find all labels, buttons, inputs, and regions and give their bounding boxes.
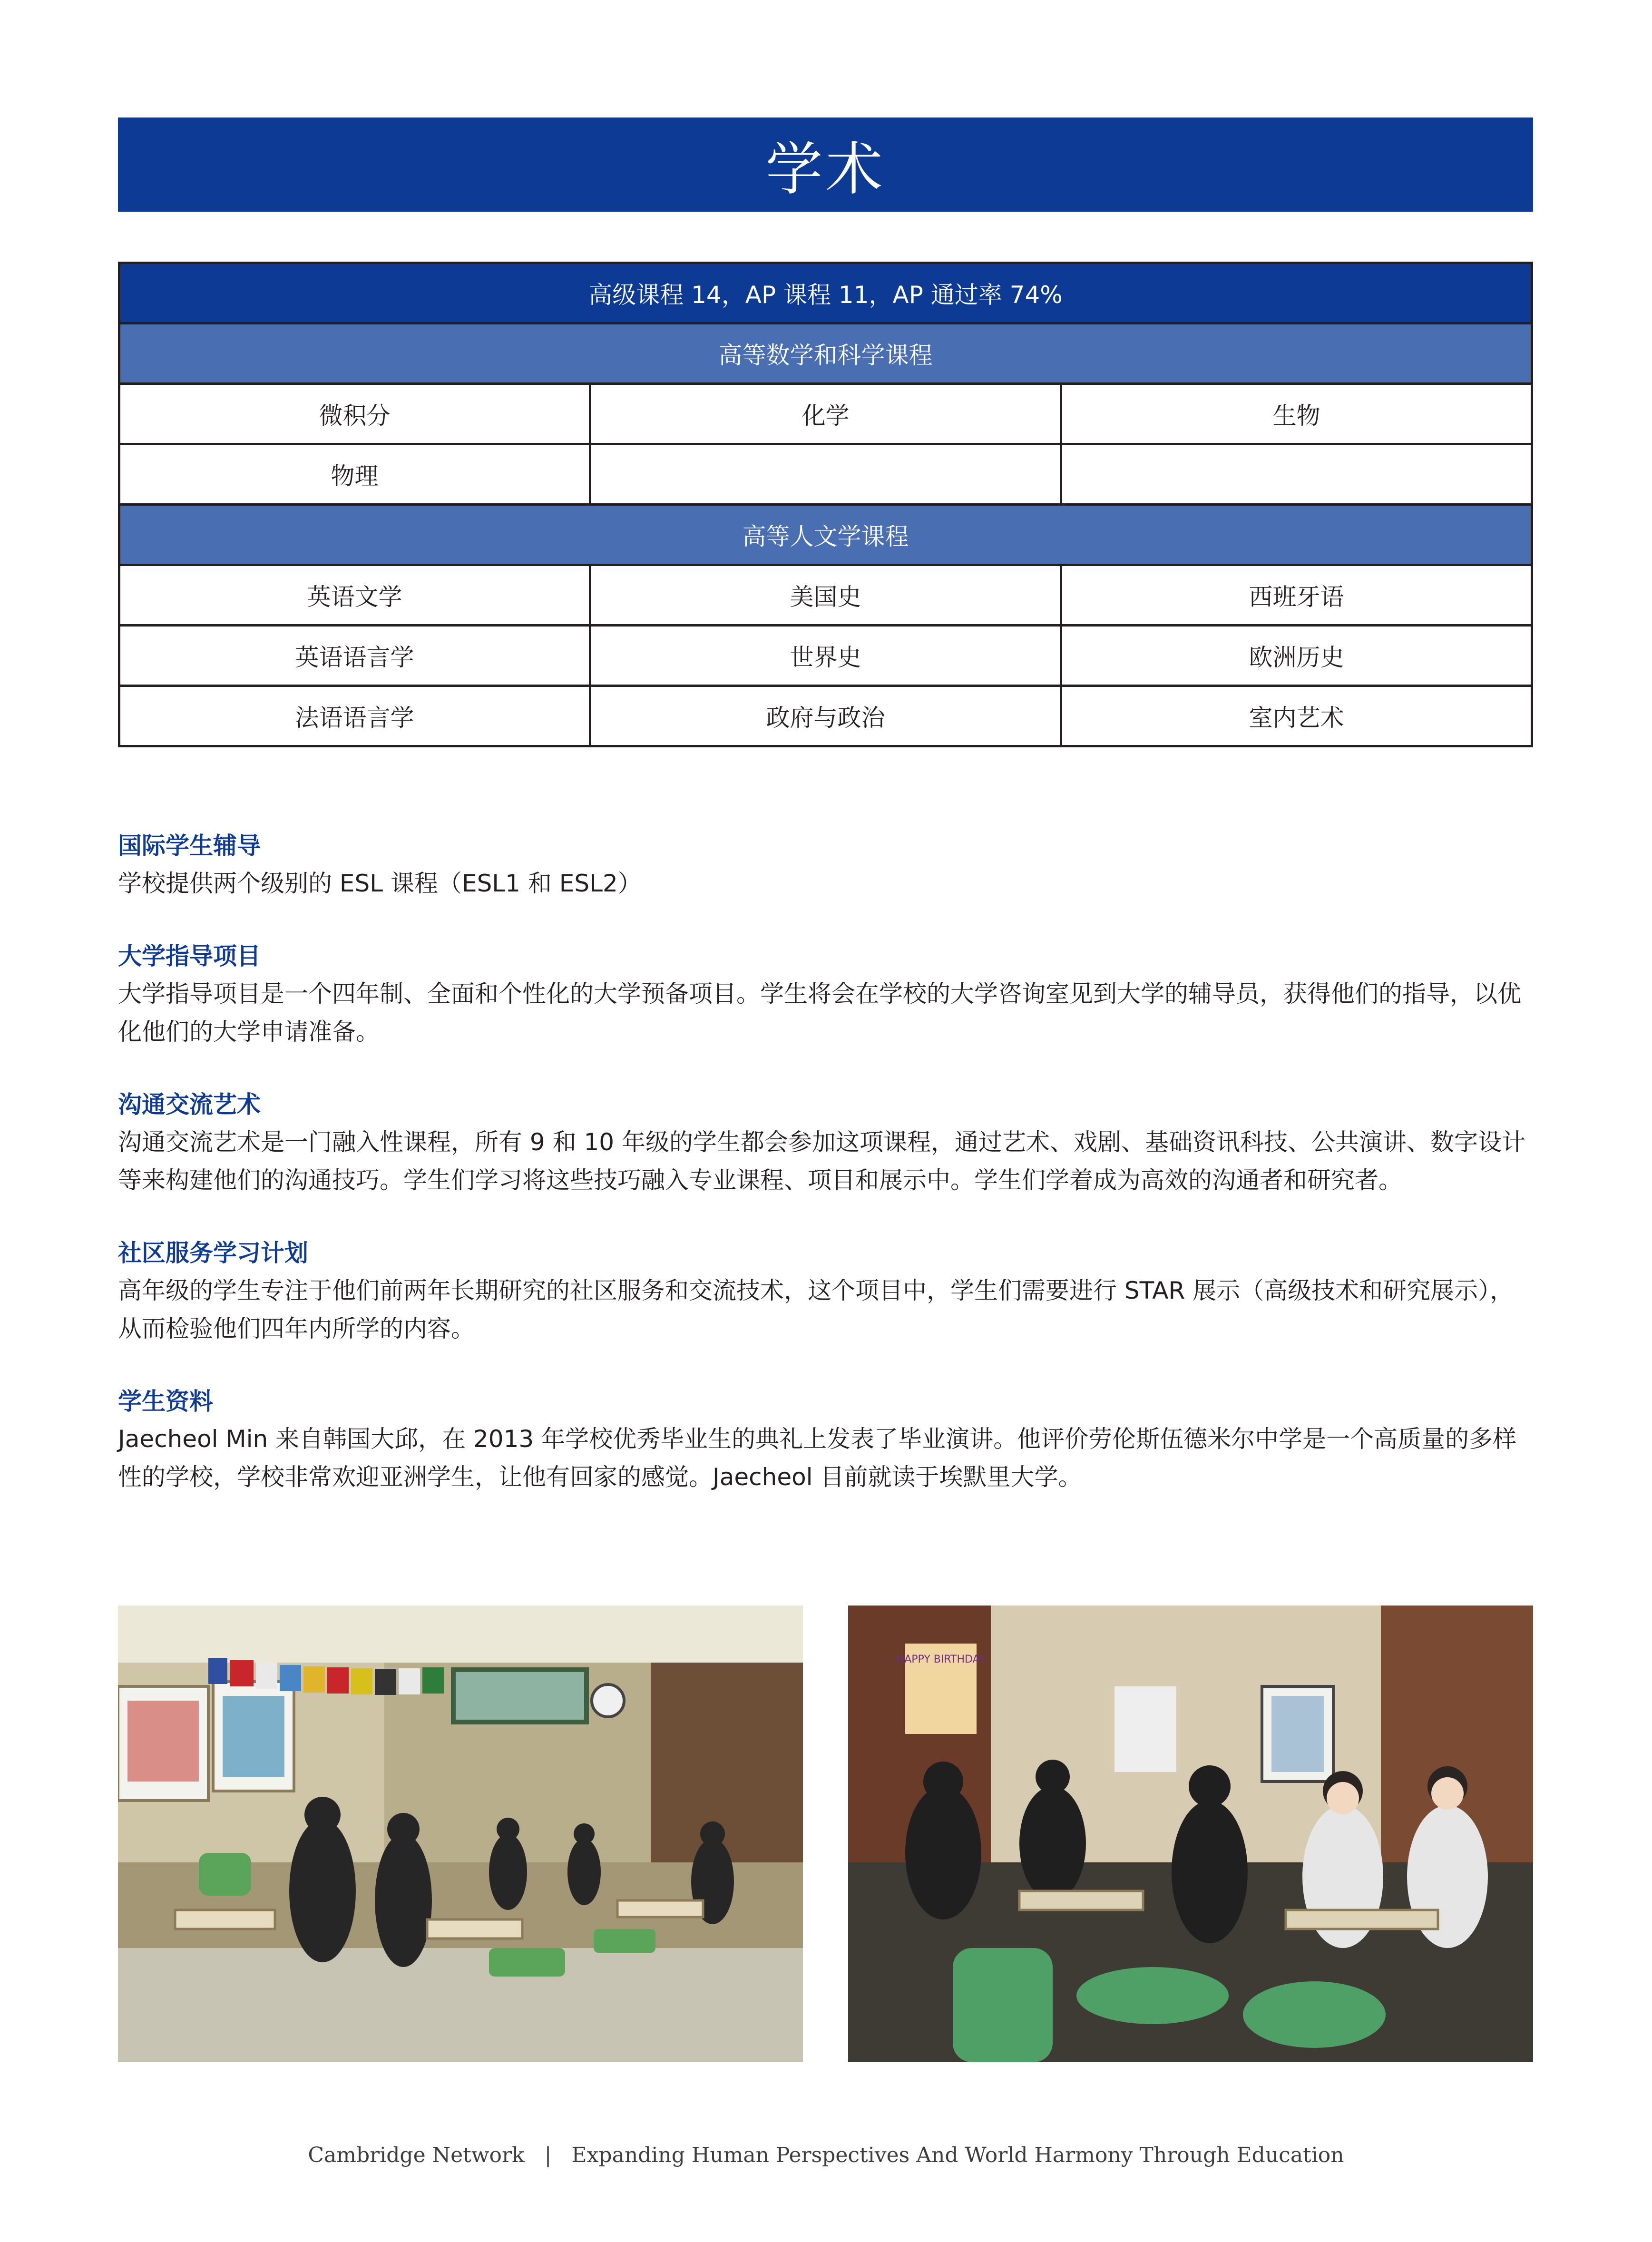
table-cell: 美国史: [590, 565, 1061, 626]
section-esl: [118, 830, 1533, 902]
table-cell: [590, 444, 1061, 505]
poster-text: HAPPY BIRTHDAY: [896, 1654, 986, 1665]
section-heading: 沟通交流艺术: [118, 1091, 261, 1118]
section-student-profile: [118, 1386, 1533, 1496]
info-sections: [118, 830, 1533, 1534]
table-cell: 英语语言学: [119, 626, 590, 686]
classroom-illustration-right: [848, 1606, 1533, 2062]
table-cell: 生物: [1061, 384, 1532, 444]
table-cell: 世界史: [590, 626, 1061, 686]
section-body: 沟通交流艺术是一门融入性课程，所有 9 和 10 年级的学生都会参加这项课程，通过艺术、戏剧、基础资讯科技、公共演讲、数字设计等来构建他们的沟通技巧。学生们学习将这些技巧融入专业课程、项目和展示中。学生们学着成为高效的沟通者和研究者。: [118, 1128, 1526, 1194]
page-title: 学术: [765, 137, 886, 203]
section-heading: 社区服务学习计划: [118, 1239, 308, 1267]
math-science-heading: 高等数学和科学课程: [119, 323, 1532, 384]
table-row: [119, 686, 1532, 746]
section-heading: 国际学生辅导: [118, 832, 261, 860]
section-body: 大学指导项目是一个四年制、全面和个性化的大学预备项目。学生将会在学校的大学咨询室见到大学的辅导员，获得他们的指导，以优化他们的大学申请准备。: [118, 980, 1521, 1046]
table-summary: 高级课程 14，AP 课程 11，AP 通过率 74%: [119, 263, 1532, 323]
footer-tagline: Expanding Human Perspectives And World Harmony Through Education: [571, 2143, 1344, 2167]
section-heading: 大学指导项目: [118, 942, 261, 970]
table-cell: 法语语言学: [119, 686, 590, 746]
section-college-guidance: [118, 940, 1533, 1051]
classroom-photo-left: [118, 1606, 803, 2062]
table-cell: 欧洲历史: [1061, 626, 1532, 686]
section-body: Jaecheol Min 来自韩国大邱，在 2013 年学校优秀毕业生的典礼上发表了毕业演讲。他评价劳伦斯伍德米尔中学是一个高质量的多样性的学校，学校非常欢迎亚洲学生，让他有回家的感觉。Jaecheol 目前就读于埃默里大学。: [118, 1425, 1517, 1491]
table-row: [119, 565, 1532, 626]
page-footer: [0, 2143, 1652, 2167]
table-cell: 政府与政治: [590, 686, 1061, 746]
section-body: 学校提供两个级别的 ESL 课程（ESL1 和 ESL2）: [118, 870, 642, 897]
table-cell: 英语文学: [119, 565, 590, 626]
section-body: 高年级的学生专注于他们前两年长期研究的社区服务和交流技术，这个项目中，学生们需要进行 STAR 展示（高级技术和研究展示），从而检验他们四年内所学的内容。: [118, 1277, 1514, 1342]
math-science-header-row: [119, 323, 1532, 384]
table-summary-row: [119, 263, 1532, 323]
table-cell: 化学: [590, 384, 1061, 444]
section-heading: 学生资料: [118, 1388, 213, 1415]
table-row: [119, 626, 1532, 686]
table-cell: 微积分: [119, 384, 590, 444]
section-communication-arts: [118, 1089, 1533, 1199]
classroom-illustration-left: [118, 1606, 803, 2062]
table-cell: 室内艺术: [1061, 686, 1532, 746]
section-community-service: [118, 1237, 1533, 1348]
table-cell: 物理: [119, 444, 590, 505]
humanities-heading: 高等人文学课程: [119, 505, 1532, 565]
title-banner: [118, 117, 1533, 212]
table-row: [119, 444, 1532, 505]
classroom-photo-right: [848, 1606, 1533, 2062]
footer-separator: |: [544, 2143, 552, 2167]
table-row: [119, 384, 1532, 444]
humanities-header-row: [119, 505, 1532, 565]
table-cell: 西班牙语: [1061, 565, 1532, 626]
footer-brand: Cambridge Network: [308, 2143, 525, 2167]
table-cell: [1061, 444, 1532, 505]
course-table: [118, 262, 1533, 747]
